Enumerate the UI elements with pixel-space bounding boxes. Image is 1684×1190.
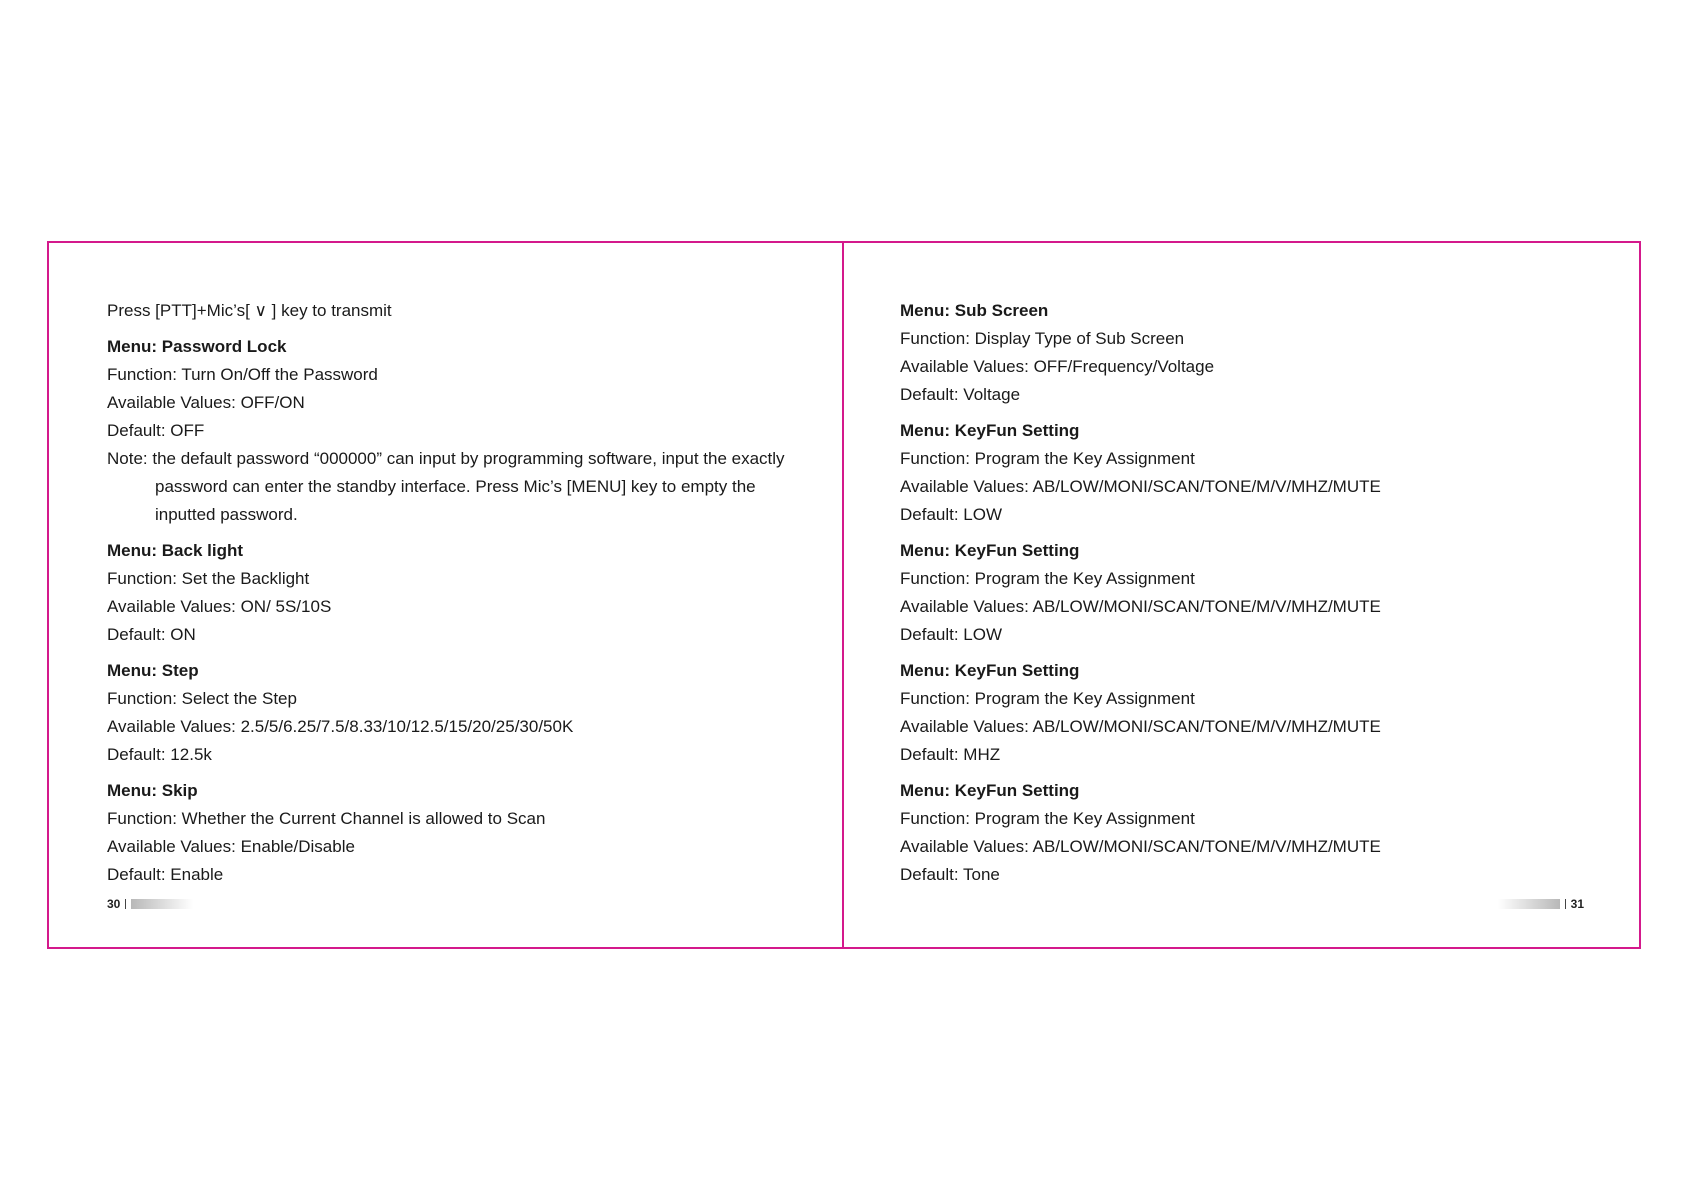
page-number-separator (1565, 899, 1566, 909)
manual-spread (47, 241, 1641, 949)
default-text: Default: 12.5k (107, 745, 212, 764)
gradient-bar (131, 899, 193, 909)
section-heading: Menu: KeyFun Setting (900, 541, 1080, 560)
function-text: Function: Program the Key Assignment (900, 809, 1195, 828)
default-text: Default: LOW (900, 625, 1003, 644)
note-text: Note: the default password “000000” can input by programming software, input the exactly (107, 449, 785, 468)
default-text: Default: Enable (107, 865, 224, 884)
default-text: Default: ON (107, 625, 196, 644)
gradient-bar (1498, 899, 1560, 909)
page-number-text: 31 (1570, 897, 1584, 911)
available-values-text: Available Values: AB/LOW/MONI/SCAN/TONE/M/V/MHZ/MUTE (900, 597, 1381, 616)
section-keyfun-setting (900, 657, 1599, 769)
available-values-text: Available Values: ON/ 5S/10S (107, 597, 332, 616)
available-values-text: Available Values: 2.5/5/6.25/7.5/8.33/10/12.5/15/20/25/30/50K (107, 717, 574, 736)
default-text: Default: Voltage (900, 385, 1021, 404)
section-heading: Menu: KeyFun Setting (900, 421, 1080, 440)
function-text: Function: Program the Key Assignment (900, 449, 1195, 468)
default-text: Default: OFF (107, 421, 205, 440)
section-skip (107, 777, 802, 889)
page-right (844, 243, 1639, 947)
section-keyfun-setting (900, 777, 1599, 889)
section-heading: Menu: KeyFun Setting (900, 661, 1080, 680)
section-heading: Menu: Skip (107, 781, 198, 800)
function-text: Function: Select the Step (107, 689, 297, 708)
section-step (107, 657, 802, 769)
note-continuation: password can enter the standby interface. Press Mic’s [MENU] key to empty the (155, 477, 756, 496)
available-values-text: Available Values: AB/LOW/MONI/SCAN/TONE/M/V/MHZ/MUTE (900, 477, 1381, 496)
section-heading: Menu: Password Lock (107, 337, 287, 356)
available-values-text: Available Values: OFF/Frequency/Voltage (900, 357, 1215, 376)
section-heading: Menu: Step (107, 661, 199, 680)
page-number-left (107, 897, 193, 911)
page-number-separator (125, 899, 126, 909)
intro-text: Press [PTT]+Mic’s[ ∨ ] key to transmit (107, 301, 392, 320)
available-values-text: Available Values: AB/LOW/MONI/SCAN/TONE/M/V/MHZ/MUTE (900, 717, 1381, 736)
available-values-text: Available Values: Enable/Disable (107, 837, 355, 856)
function-text: Function: Set the Backlight (107, 569, 310, 588)
page-number-text: 30 (107, 897, 121, 911)
function-text: Function: Program the Key Assignment (900, 569, 1195, 588)
function-text: Function: Whether the Current Channel is allowed to Scan (107, 809, 546, 828)
section-keyfun-setting (900, 417, 1599, 529)
default-text: Default: MHZ (900, 745, 1001, 764)
page-left (49, 243, 844, 947)
available-values-text: Available Values: OFF/ON (107, 393, 305, 412)
section-password-lock (107, 333, 802, 529)
section-keyfun-setting (900, 537, 1599, 649)
available-values-text: Available Values: AB/LOW/MONI/SCAN/TONE/M/V/MHZ/MUTE (900, 837, 1381, 856)
function-text: Function: Program the Key Assignment (900, 689, 1195, 708)
section-heading: Menu: KeyFun Setting (900, 781, 1080, 800)
function-text: Function: Turn On/Off the Password (107, 365, 378, 384)
note-continuation: inputted password. (155, 505, 298, 524)
section-back-light (107, 537, 802, 649)
section-heading: Menu: Sub Screen (900, 301, 1049, 320)
default-text: Default: LOW (900, 505, 1003, 524)
default-text: Default: Tone (900, 865, 1000, 884)
function-text: Function: Display Type of Sub Screen (900, 329, 1185, 348)
page-number-right (1498, 897, 1584, 911)
section-heading: Menu: Back light (107, 541, 244, 560)
section-sub-screen (900, 297, 1599, 409)
